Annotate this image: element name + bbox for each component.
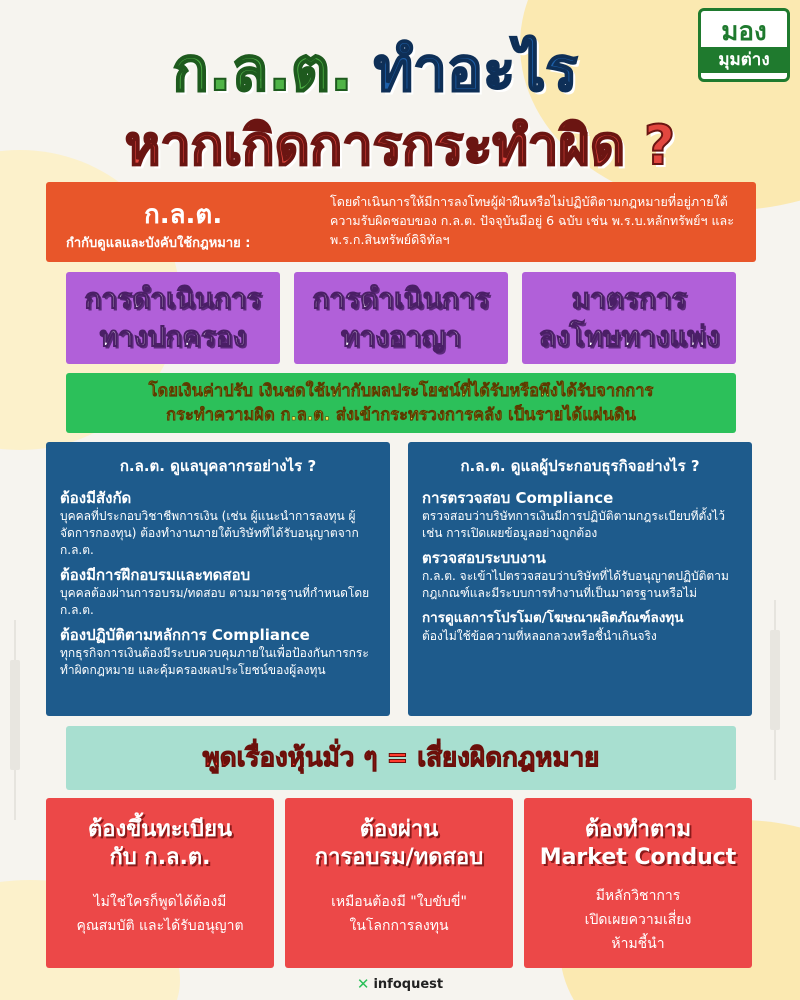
brand-logo [698, 8, 790, 82]
action-line2: ทางปกครอง [99, 320, 247, 353]
logo-top-text: มอง [721, 17, 767, 47]
fine-note-line1: โดยเงินค่าปรับ เงินชดใช้เท่ากับผลประโยชน์ที่ได้รับหรือพึงได้รับจากการ [148, 381, 654, 400]
requirement-register [46, 798, 274, 968]
title-sec: ก.ล.ต. [172, 35, 353, 105]
action-civil [522, 272, 736, 364]
personnel-box [46, 442, 390, 716]
requirement-text [52, 890, 268, 938]
operators-item-title: การดูแลการโปรโมต/โฆษณาผลิตภัณฑ์ลงทุน [422, 610, 684, 626]
requirement-title [285, 816, 513, 872]
requirement-text-line: เปิดเผยความเสี่ยง [584, 912, 692, 928]
requirement-training [285, 798, 513, 968]
requirement-title-line: ต้องผ่าน [359, 817, 439, 842]
requirement-text-line: เหมือนต้องมี "ใบขับขี่" [331, 894, 467, 910]
operators-item-title: การตรวจสอบ Compliance [422, 489, 614, 507]
footer-brand [340, 974, 460, 994]
warning-banner: พูดเรื่องหุ้นมั่ว ๆ = เสี่ยงผิดกฎหมาย [66, 726, 736, 790]
requirement-title-line: การอบรม/ทดสอบ [314, 845, 484, 870]
action-line1: มาตรการ [571, 282, 687, 315]
action-line2: ลงโทษทางแพ่ง [538, 320, 720, 353]
fine-note-line2: กระทำความผิด ก.ล.ต. ส่งเข้ากระทรวงการคลัง เป็นรายได้แผ่นดิน [166, 405, 636, 424]
operators-item-title: ตรวจสอบระบบงาน [422, 549, 546, 567]
requirement-text-line: ห้ามชี้นำ [611, 936, 665, 952]
logo-bottom-text: มุมต่าง [701, 47, 787, 73]
action-administrative [66, 272, 280, 364]
requirement-text-line: ในโลกการลงทุน [349, 918, 449, 934]
personnel-item-title: ต้องปฏิบัติตามหลักการ Compliance [60, 626, 310, 644]
requirement-market-conduct [524, 798, 752, 968]
action-line2: ทางอาญา [341, 320, 461, 353]
sec-name: ก.ล.ต. [144, 200, 223, 230]
x-mark-icon: ✕ [356, 975, 370, 993]
requirement-text-line: คุณสมบัติ และได้รับอนุญาต [76, 918, 244, 934]
requirement-text-line: มีหลักวิชาการ [595, 888, 681, 904]
personnel-item-title: ต้องมีการฝึกอบรมและทดสอบ [60, 566, 251, 584]
requirement-title [46, 816, 274, 872]
page-subtitle: หากเกิดการกระทำผิด ? [124, 114, 676, 177]
action-criminal [294, 272, 508, 364]
requirement-text [530, 884, 746, 956]
footer-text: infoquest [373, 976, 444, 992]
personnel-item-title: ต้องมีสังกัด [60, 489, 132, 507]
requirement-text [291, 890, 507, 938]
requirement-title [524, 816, 752, 872]
requirement-title-line: ต้องขึ้นทะเบียน [87, 817, 233, 842]
page-title [60, 30, 690, 110]
operators-box [408, 442, 752, 716]
requirement-title-line: กับ ก.ล.ต. [109, 845, 211, 870]
sec-role: กำกับดูแลและบังคับใช้กฎหมาย : [66, 236, 251, 251]
fine-note [66, 373, 736, 433]
operators-heading: ก.ล.ต. ดูแลผู้ประกอบธุรกิจอย่างไร ? [460, 457, 700, 475]
title-what: ทำอะไร [373, 35, 578, 105]
operators-item-text: ต้องไม่ใช้ข้อความที่หลอกลวงหรือชี้นำเกินจริง [422, 629, 657, 643]
candle-decoration [770, 630, 780, 730]
action-line1: การดำเนินการ [312, 282, 490, 315]
personnel-item-text: บุคคลต้องผ่านการอบรม/ทดสอบ ตามมาตรฐานที่กำหนดโดย ก.ล.ต. [60, 586, 370, 617]
sec-description: โดยดำเนินการให้มีการลงโทษผู้ฝ่าฝืนหรือไม่ปฏิบัติตามกฎหมายที่อยู่ภายใต้ความรับผิดชอบของ ก.ล.ต. ปัจจุบันมีอยู่ 6 ฉบับ เช่น พ.ร.บ.หลักทรัพย์ฯ และ พ.ร.ก.สินทรัพย์ดิจิทัลฯ [330, 194, 734, 247]
requirement-title-line: ต้องทำตาม [584, 817, 692, 842]
personnel-item-text: บุคคลที่ประกอบวิชาชีพการเงิน (เช่น ผู้แนะนำการลงทุน ผู้จัดการกองทุน) ต้องทำงานภายใต้บริษัทที่ได้รับอนุญาตจาก ก.ล.ต. [60, 509, 359, 557]
requirement-title-line: Market Conduct [539, 845, 737, 870]
operators-item-text: ตรวจสอบว่าบริษัทการเงินมีการปฏิบัติตามกฎระเบียบที่ตั้งไว้ เช่น การเปิดเผยข้อมูลอย่างถูกต้อง [422, 509, 725, 540]
sec-role-box [46, 182, 756, 262]
requirement-text-line: ไม่ใช่ใครก็พูดได้ต้องมี [93, 894, 227, 910]
personnel-item-text: ทุกธุรกิจการเงินต้องมีระบบควบคุมภายในเพื่อป้องกันการกระทำผิดกฎหมาย และคุ้มครองผลประโยชน์ของผู้ลงทุน [60, 646, 369, 677]
personnel-heading: ก.ล.ต. ดูแลบุคลากรอย่างไร ? [119, 457, 317, 475]
candle-decoration [10, 660, 20, 770]
action-line1: การดำเนินการ [84, 282, 262, 315]
operators-item-text: ก.ล.ต. จะเข้าไปตรวจสอบว่าบริษัทที่ได้รับอนุญาตปฏิบัติตามกฎเกณฑ์และมีระบบการทำงานที่เป็นมาตรฐานหรือไม่ [422, 569, 729, 600]
